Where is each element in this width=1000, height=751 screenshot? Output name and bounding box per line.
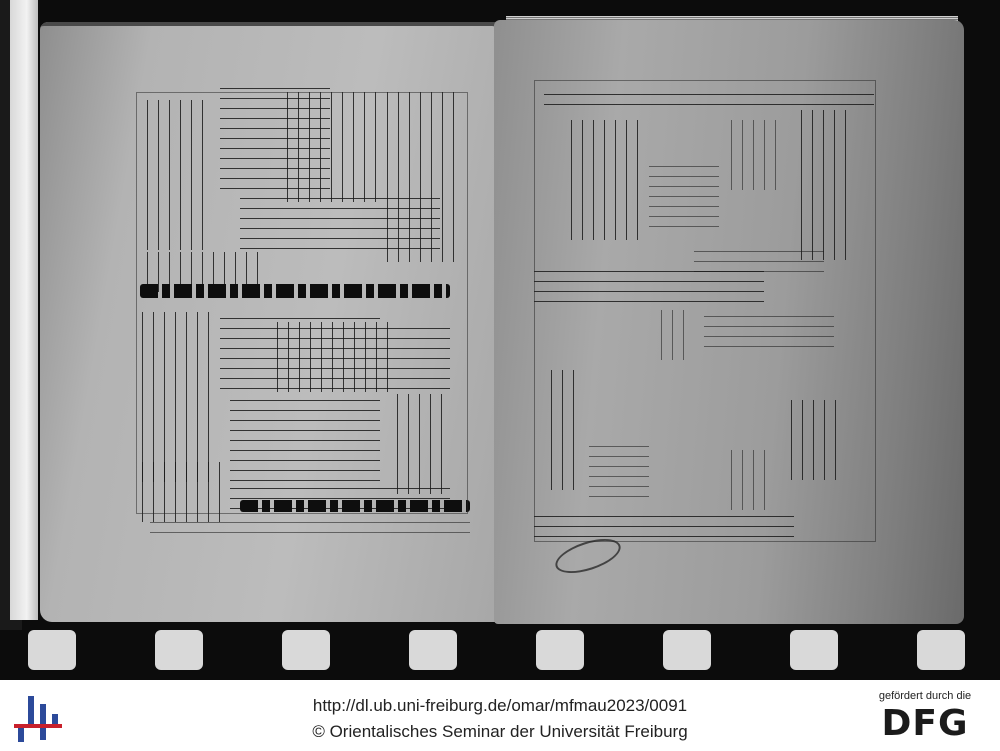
sprocket-hole: [663, 630, 711, 670]
text-block: [150, 516, 470, 536]
dfg-funding: [860, 686, 990, 748]
sprocket-hole: [536, 630, 584, 670]
right-manuscript-page: [494, 20, 964, 624]
footer: [0, 680, 1000, 751]
copyright-text: © Orientalisches Seminar der Universität Freiburg: [312, 722, 688, 741]
sprocket-hole: [155, 630, 203, 670]
sprocket-hole: [282, 630, 330, 670]
funding-note: gefördert durch die: [878, 690, 972, 702]
dfg-logo: DFG: [881, 703, 969, 744]
sprocket-hole: [917, 630, 965, 670]
sprocket-hole: [409, 630, 457, 670]
film-sprocket-row: [0, 630, 1000, 680]
document-url-link[interactable]: http://dl.ub.uni-freiburg.de/omar/mfmau2023/0091: [312, 696, 688, 715]
sprocket-hole: [28, 630, 76, 670]
left-manuscript-page: [40, 22, 502, 622]
film-leader-strip: [10, 0, 38, 620]
text-frame: [136, 92, 468, 514]
text-frame: [534, 80, 876, 542]
sprocket-hole: [790, 630, 838, 670]
